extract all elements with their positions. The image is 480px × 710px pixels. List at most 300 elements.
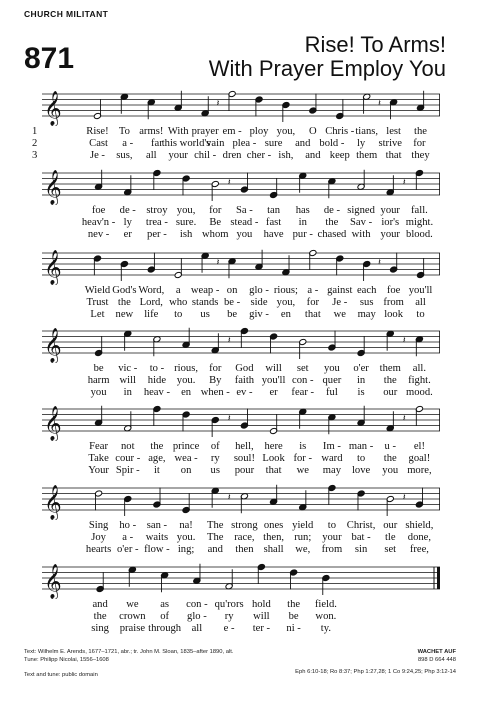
lyric-syllable: mood. — [406, 387, 433, 398]
lyric-syllable: tians, — [355, 126, 379, 137]
lyric-syllable: as — [160, 599, 170, 610]
lyric-syllable: who — [169, 297, 188, 308]
lyric-syllable: may — [322, 465, 342, 476]
lyric-syllable: of — [210, 441, 220, 452]
lyric-syllable: ni - — [286, 623, 301, 634]
lyric-syllable: Wield — [84, 285, 111, 296]
lyric-syllable: rious, — [174, 363, 198, 374]
lyric-syllable: soul! — [233, 453, 255, 464]
lyric-syllable: The — [207, 532, 224, 543]
lyric-syllable: chased — [317, 229, 347, 240]
hymn-title-line1: Rise! To Arms! — [304, 32, 446, 57]
lyric-syllable: weap - — [190, 285, 220, 296]
footer — [24, 648, 456, 679]
lyric-syllable: arms! — [139, 126, 164, 137]
lyric-syllable: The — [207, 520, 224, 531]
lyric-syllable: waits — [145, 532, 169, 543]
lyric-syllable: strive — [378, 138, 403, 149]
hymn-title-line2: With Prayer Employ You — [208, 56, 446, 81]
lyric-syllable: all — [146, 150, 157, 161]
lyric-syllable: ly — [123, 217, 132, 228]
lyric-syllable: Joy — [91, 532, 106, 543]
rest-icon: 𝄽 — [227, 493, 231, 504]
lyric-syllable: glo - — [249, 285, 269, 296]
lyric-syllable: the — [325, 217, 339, 228]
lyric-syllable: er — [123, 229, 132, 240]
rest-icon: 𝄽 — [227, 414, 231, 425]
lyric-syllable: you — [323, 363, 340, 374]
lyric-syllable: o'er - — [116, 544, 139, 555]
lyric-syllable: harm — [87, 375, 110, 386]
lyric-syllable: this world's — [161, 138, 211, 149]
lyric-syllable: yield — [292, 520, 314, 531]
lyric-syllable: flow - — [144, 544, 170, 555]
lyric-syllable: lest — [386, 126, 401, 137]
lyric-syllable: prayer — [191, 126, 219, 137]
lyric-syllable: foe — [386, 285, 401, 296]
lyric-syllable: we, — [295, 544, 311, 555]
lyric-syllable: fear - — [291, 387, 315, 398]
rest-icon: 𝄽 — [402, 336, 406, 347]
lyric-syllable: to — [174, 309, 183, 320]
lyric-syllable: to — [416, 309, 425, 320]
lyric-syllable: the — [414, 126, 428, 137]
lyric-syllable: run; — [294, 532, 312, 543]
lyric-syllable: ing; — [177, 544, 195, 555]
lyric-syllable: cher - — [246, 150, 272, 161]
lyric-syllable: we — [126, 599, 139, 610]
lyric-syllable: us — [200, 309, 210, 320]
lyric-syllable: for — [209, 205, 222, 216]
text-credit: Text: Wilhelm E. Arends, 1677–1721, abr.; tr. John M. Sloan, 1835–after 1890, alt. — [24, 649, 234, 655]
music-system — [42, 480, 440, 558]
lyric-syllable: from — [321, 544, 343, 555]
lyric-line — [42, 520, 440, 531]
lyric-syllable: you — [382, 465, 399, 476]
lyric-line — [42, 611, 440, 622]
lyric-syllable: shield, — [405, 520, 434, 531]
lyric-syllable: your — [322, 532, 342, 543]
lyric-syllable: you, — [276, 126, 296, 137]
lyric-line — [42, 363, 440, 374]
lyric-syllable: Sav - — [350, 217, 373, 228]
lyric-syllable: Be — [209, 217, 222, 228]
lyric-syllable: and — [295, 138, 311, 149]
lyric-syllable: a - — [122, 138, 134, 149]
lyric-syllable: all — [191, 623, 203, 634]
lyric-syllable: to — [356, 453, 366, 464]
lyric-syllable: for — [209, 363, 222, 374]
tune-name: WACHET AUF — [417, 649, 456, 655]
lyric-line — [42, 375, 440, 386]
lyric-syllable: With — [167, 126, 189, 137]
treble-clef-icon: 𝄞 — [44, 91, 62, 126]
lyric-syllable: they — [411, 150, 430, 161]
lyric-syllable: sure — [264, 138, 283, 149]
treble-clef-icon: 𝄞 — [44, 564, 62, 599]
verse-number: 2 — [32, 138, 38, 149]
lyric-syllable: ior's — [381, 217, 400, 228]
lyric-syllable: Chris - — [325, 126, 355, 137]
lyric-syllable: new — [115, 309, 134, 320]
rights-notice: Text and tune: public domain — [24, 671, 98, 678]
tune-credit: Tune: Philipp Nicolai, 1556–1608 — [24, 657, 109, 664]
lyric-syllable: qu'rors — [214, 599, 244, 610]
rest-icon: 𝄽 — [227, 336, 231, 347]
lyric-line — [32, 126, 440, 137]
lyric-syllable: trea - — [145, 217, 168, 228]
lyric-syllable: free, — [409, 544, 429, 555]
lyric-syllable: stands — [191, 297, 219, 308]
lyric-syllable: Je - — [332, 297, 348, 308]
lyric-syllable: quer — [322, 375, 342, 386]
lyric-syllable: from — [383, 297, 404, 308]
lyric-syllable: be — [93, 363, 104, 374]
lyric-syllable: Im - — [322, 441, 341, 452]
lyric-syllable: our — [383, 520, 398, 531]
lyric-syllable: ry — [224, 611, 234, 622]
lyric-syllable: them — [356, 150, 378, 161]
lyric-syllable: be — [227, 309, 238, 320]
lyric-syllable: set — [296, 363, 309, 374]
lyric-syllable: through — [148, 623, 182, 634]
lyric-syllable: be — [288, 611, 299, 622]
lyric-syllable: bold - — [319, 138, 345, 149]
lyric-syllable: ones — [263, 520, 284, 531]
lyric-syllable: for - — [293, 453, 313, 464]
lyric-syllable: tan — [267, 205, 281, 216]
lyric-syllable: Sing — [88, 520, 109, 531]
lyric-syllable: Look — [262, 453, 285, 464]
lyric-syllable: By — [209, 375, 222, 386]
lyric-syllable: look — [384, 309, 404, 320]
staff — [42, 245, 440, 285]
lyric-syllable: stroy — [146, 205, 168, 216]
lyric-syllable: bat - — [351, 532, 371, 543]
treble-clef-icon: 𝄞 — [44, 485, 62, 520]
lyric-line — [42, 297, 440, 308]
lyric-syllable: your — [168, 150, 188, 161]
rest-icon: 𝄽 — [227, 178, 231, 189]
lyric-syllable: vain — [206, 138, 225, 149]
lyric-syllable: the — [383, 375, 397, 386]
lyric-syllable: us — [210, 465, 220, 476]
treble-clef-icon: 𝄞 — [44, 170, 62, 205]
lyric-syllable: Christ, — [346, 520, 376, 531]
lyric-syllable: na! — [179, 520, 193, 531]
lyric-syllable: with — [351, 229, 371, 240]
lyric-line — [42, 387, 440, 398]
lyric-syllable: that — [265, 465, 282, 476]
lyric-syllable: ho - — [119, 520, 137, 531]
lyric-syllable: will — [253, 611, 270, 622]
lyric-syllable: you. — [176, 375, 196, 386]
lyric-syllable: is — [357, 387, 365, 398]
lyric-syllable: heav - — [143, 387, 170, 398]
music-system — [42, 323, 440, 401]
lyric-syllable: dren — [222, 150, 242, 161]
lyric-syllable: you'll — [408, 285, 433, 296]
lyric-syllable: em - — [222, 126, 242, 137]
lyric-syllable: er — [269, 387, 278, 398]
lyric-syllable: a - — [122, 532, 134, 543]
lyric-syllable: chil - — [194, 150, 217, 161]
rest-icon: 𝄽 — [402, 414, 406, 425]
staff — [42, 165, 440, 205]
lyric-syllable: in — [356, 375, 366, 386]
lyric-syllable: crown — [119, 611, 146, 622]
lyric-syllable: a - — [307, 285, 319, 296]
lyric-syllable: sin — [354, 544, 368, 555]
lyric-syllable: blood. — [406, 229, 433, 240]
lyric-syllable: signed — [347, 205, 375, 216]
lyric-syllable: keep — [329, 150, 350, 161]
lyric-syllable: ly — [356, 138, 366, 149]
hymn-number: 871 — [24, 42, 75, 75]
lyric-line — [32, 150, 440, 161]
music-system — [42, 401, 440, 479]
lyric-syllable: man - — [348, 441, 374, 452]
lyric-syllable: wea - — [174, 453, 198, 464]
lyric-syllable: To — [118, 126, 130, 137]
lyric-syllable: Rise! — [86, 126, 109, 137]
lyric-syllable: ward — [321, 453, 343, 464]
lyric-syllable: on — [180, 465, 192, 476]
lyric-syllable: vic - — [118, 363, 138, 374]
lyric-syllable: life — [144, 309, 159, 320]
scripture-refs: Eph 6:10-18; Ro 8:37; Php 1:27,28; 1 Co 9:24,25; Php 3:12-14 — [295, 669, 456, 675]
lyric-syllable: each — [356, 285, 377, 296]
music-system — [32, 86, 440, 164]
lyric-syllable: you — [90, 387, 107, 398]
lyric-syllable: the — [117, 297, 131, 308]
lyric-syllable: hell, — [235, 441, 254, 452]
lyric-syllable: a — [175, 285, 181, 296]
lyric-syllable: won. — [315, 611, 337, 622]
lyric-syllable: goal! — [408, 453, 431, 464]
lyric-syllable: sure. — [175, 217, 197, 228]
lyric-syllable: all. — [412, 363, 427, 374]
lyric-line — [42, 544, 440, 555]
lyric-syllable: the — [287, 599, 301, 610]
lyric-syllable: that — [304, 309, 321, 320]
rest-icon: 𝄽 — [378, 258, 381, 269]
lyric-syllable: foe — [91, 205, 106, 216]
lyric-syllable: and — [92, 599, 108, 610]
lyric-syllable: shall — [263, 544, 284, 555]
lyric-syllable: our — [383, 387, 398, 398]
verse-number: 1 — [32, 126, 38, 137]
lyric-syllable: you, — [276, 297, 296, 308]
lyric-syllable: el! — [413, 441, 425, 452]
rest-icon: 𝄽 — [378, 99, 381, 110]
lyric-syllable: con - — [186, 599, 208, 610]
lyric-syllable: ploy — [249, 126, 269, 137]
lyric-syllable: your — [380, 229, 400, 240]
lyric-syllable: and — [207, 544, 223, 555]
lyric-syllable: for — [306, 297, 320, 308]
lyric-syllable: pour — [234, 465, 255, 476]
lyric-syllable: have — [263, 229, 284, 240]
lyric-syllable: fast — [265, 217, 282, 228]
staff — [42, 86, 440, 126]
lyric-syllable: sing — [91, 623, 109, 634]
lyric-syllable: is — [299, 441, 307, 452]
lyric-syllable: will — [265, 363, 282, 374]
lyric-syllable: them — [379, 363, 401, 374]
lyric-syllable: whom — [202, 229, 229, 240]
lyric-syllable: en — [280, 309, 291, 320]
lyric-syllable: hearts — [85, 544, 112, 555]
rest-icon: 𝄽 — [216, 258, 220, 269]
lyric-syllable: you — [236, 229, 253, 240]
lyric-syllable: praise — [119, 623, 146, 634]
meter: 898 D 664 448 — [417, 657, 456, 663]
lyric-syllable: age, — [148, 453, 166, 464]
lyric-syllable: you'll — [261, 375, 286, 386]
music-system — [42, 559, 440, 637]
lyric-syllable: you, — [176, 205, 196, 216]
lyric-syllable: rious; — [273, 285, 298, 296]
lyric-line — [42, 217, 440, 228]
lyric-syllable: love — [351, 465, 371, 476]
lyric-syllable: when - — [200, 387, 230, 398]
lyric-syllable: plea - — [232, 138, 257, 149]
lyric-syllable: ish, — [278, 150, 294, 161]
lyric-line — [42, 453, 440, 464]
lyric-syllable: more, — [407, 465, 432, 476]
lyric-syllable: in — [298, 217, 307, 228]
lyric-syllable: Fear — [89, 441, 108, 452]
lyric-line — [42, 309, 440, 320]
lyric-syllable: Let — [90, 309, 105, 320]
lyric-syllable: de - — [323, 205, 340, 216]
lyric-syllable: ty. — [320, 623, 331, 634]
lyric-syllable: cour - — [115, 453, 141, 464]
lyric-syllable: fight. — [408, 375, 431, 386]
lyric-syllable: be - — [223, 297, 241, 308]
lyric-syllable: Spir - — [115, 465, 140, 476]
staff — [42, 323, 440, 363]
music-system — [42, 165, 440, 243]
rest-icon: 𝄽 — [402, 178, 406, 189]
lyric-line — [42, 599, 440, 610]
lyric-line — [42, 465, 440, 476]
lyric-syllable: Je - — [89, 150, 105, 161]
lyric-syllable: ish — [179, 229, 193, 240]
lyric-syllable: to — [327, 520, 337, 531]
lyric-syllable: ter - — [252, 623, 271, 634]
lyric-syllable: strong — [231, 520, 258, 531]
lyric-syllable: God's — [112, 285, 137, 296]
lyric-syllable: Sa - — [236, 205, 253, 216]
lyric-syllable: the — [150, 441, 164, 452]
lyric-syllable: far — [151, 138, 163, 149]
lyric-syllable: will — [119, 375, 136, 386]
lyric-syllable: de - — [119, 205, 136, 216]
lyric-syllable: fall. — [411, 205, 428, 216]
lyric-syllable: in — [123, 387, 132, 398]
verse-number: 3 — [32, 150, 38, 161]
lyric-line — [42, 229, 440, 240]
lyric-syllable: e - — [223, 623, 235, 634]
lyric-syllable: sus — [359, 297, 374, 308]
lyric-syllable: en — [181, 387, 192, 398]
treble-clef-icon: 𝄞 — [44, 250, 62, 285]
lyric-syllable: of — [160, 611, 170, 622]
lyric-syllable: race, — [234, 532, 255, 543]
lyric-syllable: the — [93, 611, 107, 622]
lyric-syllable: o'er — [353, 363, 369, 374]
lyric-syllable: Cast — [89, 138, 108, 149]
lyric-syllable: to - — [149, 363, 165, 374]
lyric-line — [42, 205, 440, 216]
lyric-syllable: all — [415, 297, 426, 308]
lyric-syllable: ful — [326, 387, 338, 398]
lyric-syllable: the — [383, 453, 397, 464]
lyric-syllable: con - — [292, 375, 314, 386]
lyric-syllable: sus, — [116, 150, 133, 161]
lyric-syllable: giv - — [249, 309, 269, 320]
lyric-line — [32, 138, 440, 149]
music-system — [42, 245, 440, 323]
lyric-syllable: we — [333, 309, 346, 320]
treble-clef-icon: 𝄞 — [44, 406, 62, 441]
lyric-syllable: per - — [147, 229, 167, 240]
lyric-line — [42, 441, 440, 452]
lyric-syllable: has — [295, 205, 310, 216]
lyric-syllable: set — [384, 544, 397, 555]
lyric-syllable: prince — [172, 441, 200, 452]
lyric-syllable: ev - — [236, 387, 253, 398]
lyric-syllable: faith — [234, 375, 255, 386]
lyric-syllable: then — [235, 544, 254, 555]
lyric-syllable: it — [153, 465, 160, 476]
lyric-syllable: Lord, — [139, 297, 163, 308]
lyric-syllable: hide — [147, 375, 167, 386]
lyric-syllable: hold — [251, 599, 271, 610]
lyric-syllable: heav'n - — [81, 217, 116, 228]
lyric-syllable: glo - — [187, 611, 207, 622]
rest-icon: 𝄽 — [402, 493, 406, 504]
lyric-syllable: tle — [384, 532, 396, 543]
lyric-syllable: side — [250, 297, 268, 308]
lyric-syllable: stead - — [230, 217, 259, 228]
lyric-syllable: may — [357, 309, 376, 320]
lyric-syllable: might. — [405, 217, 434, 228]
lyric-syllable: pur - — [292, 229, 313, 240]
lyric-syllable: Word, — [138, 285, 165, 296]
staff — [42, 401, 440, 441]
rest-icon: 𝄽 — [216, 99, 220, 110]
lyric-syllable: ry — [210, 453, 220, 464]
lyric-syllable: O — [309, 126, 317, 137]
lyric-syllable: san - — [146, 520, 168, 531]
lyric-syllable: on — [226, 285, 238, 296]
lyric-line — [42, 285, 440, 296]
lyric-line — [42, 623, 440, 634]
lyric-syllable: and — [305, 150, 321, 161]
lyric-syllable: for — [413, 138, 426, 149]
lyric-syllable: field. — [314, 599, 337, 610]
lyric-syllable: you. — [176, 532, 196, 543]
lyric-syllable: Your — [88, 465, 109, 476]
lyric-syllable: Take — [88, 453, 109, 464]
lyric-syllable: we — [296, 465, 309, 476]
lyric-syllable: Trust — [86, 297, 109, 308]
lyric-syllable: God — [235, 363, 254, 374]
lyric-syllable: gainst — [327, 285, 353, 296]
